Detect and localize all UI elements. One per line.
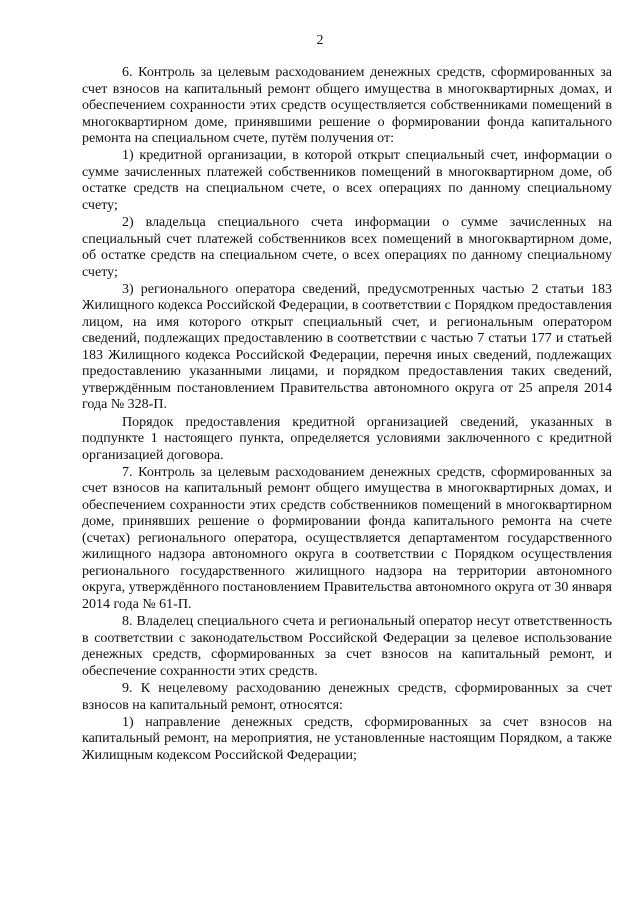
paragraph-note: Порядок предоставления кредитной организацией сведений, указанных в подпункте 1 настоящего пункта, определяется условиями заключенного с кредитной организацией договора. bbox=[82, 414, 612, 463]
paragraph-subitem-9-1: 1) направление денежных средств, сформированных за счет взносов на капитальный ремонт, на мероприятия, не установленные настоящим Порядком, а также Жилищным кодексом Российской Федерации; bbox=[82, 714, 612, 763]
paragraph-item-7: 7. Контроль за целевым расходованием денежных средств, сформированных за счет взносов на капитальный ремонт общего имущества в многоквартирных домах, и обеспечением сохранности этих средств собственников помещений в многоквартирном доме, принявших решение о формировании фонда капитального ремонта на счете (счетах) регионального оператора, осуществляется департаментом государственного жилищного надзора автономного округа в соответствии с Порядком осуществления регионального государственного жилищного надзора на территории автономного округа, утверждённого постановлением Правительства автономного округа от 30 января 2014 года № 61-П. bbox=[82, 464, 612, 612]
page-number: 2 bbox=[316, 33, 324, 48]
paragraph-item-6: 6. Контроль за целевым расходованием денежных средств, сформированных за счет взносов на капитальный ремонт общего имущества в многоквартирных домах, и обеспечением сохранности этих средств осуществляется собственниками помещений в многоквартирном доме, принявшими решение о формировании фонда капитального ремонта на специальном счете, путём получения от: bbox=[82, 65, 612, 146]
paragraph-subitem-6-1: 1) кредитной организации, в которой открыт специальный счет, информации о сумме зачисленных платежей собственников помещений в многоквартирном доме, об остатке средств на специальном счете, о всех операциях по данному специальному счету; bbox=[82, 148, 612, 213]
paragraph-item-8: 8. Владелец специального счета и региональный оператор несут ответственность в соответствии с законодательством Российской Федерации за целевое использование денежных средств, сформированных за счет взносов на капитальный ремонт, и обеспечение сохранности этих средств. bbox=[82, 614, 612, 679]
document-body bbox=[82, 65, 612, 765]
paragraph-subitem-6-3: 3) регионального оператора сведений, предусмотренных частью 2 статьи 183 Жилищного кодекса Российской Федерации, в соответствии с Порядком предоставления лицом, на имя которого открыт специальный счет, и региональным оператором сведений, подлежащих предоставлению в соответствии с частью 7 статьи 177 и статьей 183 Жилищного кодекса Российской Федерации, перечня иных сведений, подлежащих предоставлению указанными лицами, и порядком предоставления таких сведений, утверждённым постановлением Правительства автономного округа от 25 апреля 2014 года № 328-П. bbox=[82, 281, 612, 413]
paragraph-item-9: 9. К нецелевому расходованию денежных средств, сформированных за счет взносов на капитальный ремонт, относятся: bbox=[82, 681, 612, 713]
paragraph-subitem-6-2: 2) владельца специального счета информации о сумме зачисленных на специальный счет платежей собственников всех помещений в многоквартирном доме, об остатке средств на специальном счете, о всех операциях по данному специальному счету; bbox=[82, 215, 612, 280]
